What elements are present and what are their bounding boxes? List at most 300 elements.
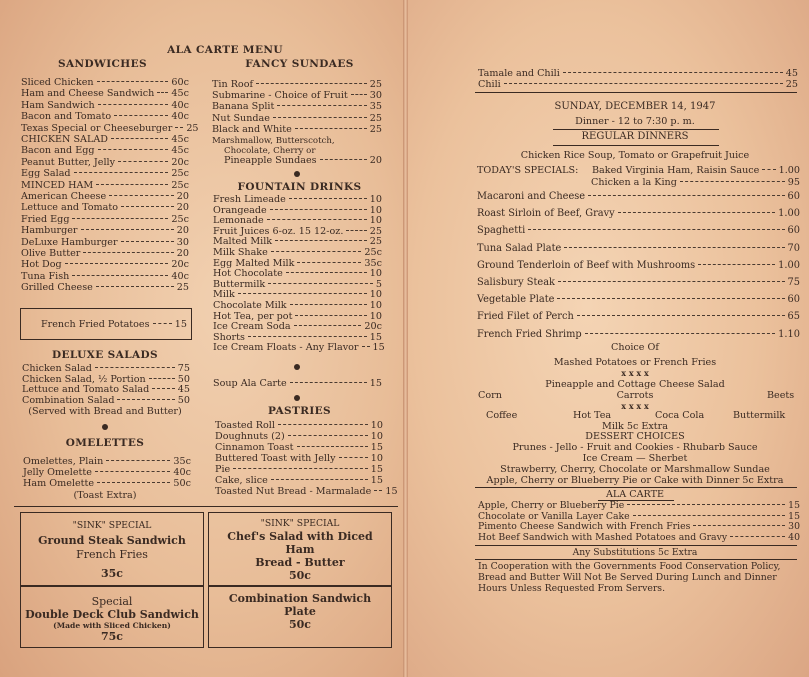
item-name: Ice Cream Floats - Any Flavor — [213, 342, 359, 354]
dot-leader — [585, 333, 775, 334]
item-price: 60 — [787, 191, 800, 202]
special-line-1: Chef's Salad with Diced — [227, 530, 373, 543]
drink-coca-cola: Coca Cola — [655, 410, 705, 421]
menu-item — [21, 145, 189, 156]
item-name: Roast Sirloin of Beef, Gravy — [477, 208, 615, 220]
dot-leader — [233, 468, 368, 469]
dot-leader — [577, 315, 785, 316]
veg-corn: Corn — [478, 390, 502, 401]
menu-item — [213, 289, 382, 300]
item-price: 10 — [369, 289, 382, 301]
item-name: Soup Ala Carte — [213, 378, 287, 389]
special-line-2: (Made with Sliced Chicken) — [53, 621, 171, 630]
menu-item — [23, 456, 191, 467]
menu-item — [213, 215, 382, 226]
separator-xs: x x x x — [621, 368, 649, 378]
salads-note: (Served with Bread and Butter) — [28, 406, 182, 417]
dot-leader — [96, 286, 174, 287]
dot-leader — [118, 161, 168, 162]
item-name: Orangeade — [213, 204, 267, 216]
item-price: 25c — [364, 247, 382, 258]
dot-leader — [271, 479, 368, 480]
item-name: American Cheese — [21, 191, 107, 202]
notice-line-2: Bread and Butter Will Not Be Served During Lunch and Dinner — [478, 571, 777, 583]
dot-leader — [74, 172, 169, 173]
item-price: 40c — [171, 270, 189, 282]
menu-date: SUNDAY, DECEMBER 14, 1947 — [554, 101, 716, 112]
menu-item — [213, 205, 382, 216]
dot-leader — [153, 323, 172, 324]
menu-item — [213, 321, 382, 332]
item-name: Nut Sundae — [212, 112, 270, 124]
menu-item — [21, 134, 189, 145]
item-name: Hamburger — [21, 225, 78, 237]
dot-leader — [97, 81, 169, 82]
dot-leader — [693, 525, 785, 526]
menu-item — [477, 208, 800, 219]
item-price: 45c — [171, 145, 189, 157]
menu-item — [215, 420, 383, 431]
item-name: Peanut Butter, Jelly — [21, 156, 116, 168]
menu-item — [213, 378, 382, 389]
divider — [475, 545, 797, 546]
menu-item — [41, 319, 187, 330]
item-price: 15 — [385, 486, 398, 497]
menu-item — [477, 191, 800, 202]
menu-item — [477, 243, 800, 254]
item-price: 30 — [788, 521, 800, 533]
menu-item — [478, 532, 800, 543]
dot-leader — [111, 138, 168, 139]
item-name: Chocolate Milk — [213, 300, 287, 311]
menu-item — [212, 101, 382, 112]
item-name: Chicken a la King — [591, 177, 677, 188]
item-name: Ice Cream Soda — [213, 321, 291, 333]
dot-leader — [121, 241, 174, 242]
menu-item — [21, 191, 189, 202]
menu-item — [477, 277, 800, 288]
item-price: 30 — [176, 236, 189, 248]
item-price: 25 — [785, 79, 798, 90]
dot-leader — [633, 515, 785, 516]
menu-item — [212, 113, 382, 124]
dot-leader — [290, 382, 367, 383]
item-price: 40c — [171, 111, 189, 123]
item-price: 25 — [369, 236, 382, 248]
item-price: 25c — [171, 179, 189, 191]
item-name: Ground Tenderloin of Beef with Mushrooms — [477, 259, 696, 271]
item-name: French Fried Potatoes — [41, 319, 150, 330]
dot-leader — [97, 482, 170, 483]
dot-leader — [117, 399, 174, 400]
dot-leader — [72, 218, 168, 219]
item-price: 10 — [369, 204, 382, 216]
item-name: Doughnuts (2) — [215, 431, 285, 442]
item-price: 35 — [369, 101, 382, 113]
item-name: Lettuce and Tomato — [21, 202, 119, 214]
item-name: Chocolate or Vanilla Layer Cake — [478, 510, 630, 522]
item-name: French Fried Shrimp — [477, 328, 582, 340]
dot-leader — [65, 263, 169, 264]
special-label: "SINK" SPECIAL — [260, 518, 340, 529]
item-name: Sliced Chicken — [21, 77, 94, 88]
dot-leader — [248, 336, 367, 337]
menu-item — [213, 279, 382, 290]
dot-leader — [286, 272, 367, 273]
item-name: Egg Salad — [21, 168, 71, 180]
item-name: Pimento Cheese Sandwich with French Fries — [478, 521, 691, 533]
dot-leader — [297, 262, 361, 263]
dot-leader — [81, 229, 174, 230]
item-name: Lemonade — [213, 215, 264, 227]
menu-item — [21, 168, 189, 179]
marshmallow-line-1: Marshmallow, Butterscotch, — [212, 136, 335, 146]
item-price: 45 — [785, 68, 798, 79]
potato-choices: Mashed Potatoes or French Fries — [553, 357, 717, 368]
sink-special-ground-steak — [20, 512, 204, 586]
item-price: 10 — [370, 420, 383, 431]
menu-item — [215, 431, 383, 442]
dot-leader — [277, 105, 366, 106]
item-name: Salisbury Steak — [477, 277, 555, 288]
dot-leader — [72, 275, 168, 276]
menu-item — [21, 77, 189, 88]
item-name: Olive Butter — [21, 248, 81, 259]
item-name: Malted Milk — [213, 236, 273, 248]
menu-item — [215, 486, 398, 497]
item-name: Tin Roof — [212, 79, 254, 90]
dot-leader — [295, 128, 367, 129]
item-price: 40c — [173, 467, 191, 479]
item-name: Hot Tea, per pot — [213, 310, 293, 322]
dot-leader — [152, 388, 175, 389]
item-name: Shorts — [213, 331, 245, 343]
dot-leader — [288, 435, 368, 436]
marshmallow-line-2: Chocolate, Cherry or — [224, 146, 316, 156]
bullet-icon — [102, 424, 108, 430]
item-name: Milk — [213, 289, 235, 301]
special-price: 50c — [288, 569, 311, 582]
dot-leader — [267, 219, 367, 220]
item-price: 15 — [370, 442, 383, 453]
drink-hot-tea: Hot Tea — [573, 410, 612, 421]
item-price: 10 — [370, 431, 383, 442]
menu-item — [477, 225, 800, 236]
dot-leader — [109, 195, 174, 196]
item-price: 50c — [173, 478, 191, 490]
drink-coffee: Coffee — [486, 410, 518, 421]
item-name: DeLuxe Hamburger — [21, 236, 118, 248]
item-price: 1.00 — [778, 208, 800, 220]
item-name: Pie — [215, 464, 231, 475]
menu-item — [23, 478, 191, 489]
item-price: 20 — [176, 191, 189, 202]
item-price: 75 — [177, 363, 190, 374]
item-name: Omelettes, Plain — [23, 456, 104, 467]
item-name: Fresh Limeade — [213, 194, 286, 205]
dot-leader — [271, 251, 362, 252]
item-name: Texas Special or Cheeseburger — [21, 122, 173, 134]
dessert-line-2: Ice Cream — Sherbet — [582, 453, 688, 464]
item-name: Chili — [478, 79, 501, 90]
item-name: Hot Beef Sandwich with Mashed Potatoes and Gravy — [478, 531, 728, 543]
menu-title: ALA CARTE MENU — [167, 44, 283, 56]
dessert-line-1: Prunes - Jello - Fruit and Cookies - Rhubarb Sauce — [512, 442, 758, 453]
menu-item — [591, 177, 800, 188]
item-name: Baked Virginia Ham, Raisin Sauce — [592, 165, 760, 176]
item-name: Fried Filet of Perch — [477, 311, 574, 323]
dot-leader — [528, 229, 784, 230]
menu-item — [21, 180, 189, 191]
dot-leader — [95, 471, 171, 472]
item-name: Tamale and Chili — [478, 68, 560, 79]
item-name: MINCED HAM — [21, 179, 94, 191]
choice-of: Choice Of — [611, 342, 659, 353]
menu-item — [21, 214, 189, 225]
item-name: Milk Shake — [213, 247, 268, 258]
item-price: 30 — [369, 90, 382, 102]
menu-item — [21, 225, 189, 236]
omelettes-note: (Toast Extra) — [73, 490, 137, 501]
bullet-icon — [294, 171, 300, 177]
menu-item — [477, 294, 800, 305]
menu-item — [213, 342, 385, 354]
menu-item — [212, 90, 382, 101]
dessert-line-3: Strawberry, Cherry, Chocolate or Marshmallow Sundae — [500, 464, 770, 475]
item-price: 10 — [369, 310, 382, 322]
dot-leader — [278, 424, 368, 425]
item-name: Grilled Cheese — [21, 282, 93, 294]
menu-item — [21, 88, 189, 99]
item-price: 45 — [177, 384, 190, 396]
dot-leader — [290, 304, 367, 305]
menu-item — [212, 124, 382, 135]
menu-item — [213, 194, 382, 205]
menu-item — [213, 268, 382, 279]
item-name: Hot Dog — [21, 259, 62, 271]
dot-leader — [558, 281, 785, 282]
menu-item — [213, 311, 382, 322]
special-label: Special — [91, 595, 133, 608]
bullet-icon — [294, 395, 300, 401]
fountain-drinks-heading: FOUNTAIN DRINKS — [237, 181, 362, 193]
item-name: Spaghetti — [477, 225, 526, 237]
item-price: 20 — [176, 248, 189, 259]
divider — [475, 559, 797, 560]
item-price: 25 — [369, 112, 382, 124]
french-fries-box — [20, 308, 192, 340]
menu-item — [21, 157, 189, 168]
item-price: 10 — [369, 215, 382, 227]
pastries-heading: PASTRIES — [267, 405, 332, 417]
menu-item — [21, 259, 189, 270]
divider — [553, 129, 719, 130]
item-price: 25 — [369, 225, 382, 237]
item-price: 25c — [171, 213, 189, 225]
menu-item — [22, 384, 190, 395]
item-price: 20 — [369, 155, 382, 166]
item-name: Banana Split — [212, 101, 275, 113]
item-price: 15 — [788, 500, 800, 511]
page-fold — [403, 0, 408, 677]
item-name: Submarine - Choice of Fruit — [212, 90, 348, 102]
soup-choices: Chicken Rice Soup, Tomato or Grapefruit Juice — [520, 150, 750, 161]
dot-leader — [96, 184, 168, 185]
dot-leader — [698, 264, 775, 265]
item-price: 20c — [171, 259, 189, 271]
milk-extra: Milk 5c Extra — [602, 421, 668, 432]
item-price: 35c — [173, 456, 191, 467]
dot-leader — [121, 206, 174, 207]
item-name: Hot Chocolate — [213, 268, 283, 280]
item-name: Buttered Toast with Jelly — [215, 453, 336, 464]
divider — [475, 92, 797, 93]
item-name: Combination Salad — [22, 394, 115, 406]
item-price: 10 — [369, 194, 382, 205]
menu-item — [21, 282, 189, 293]
menu-item — [478, 521, 800, 532]
item-price: 10 — [369, 300, 382, 311]
veg-carrots: Carrots — [616, 390, 654, 401]
dot-leader — [98, 149, 169, 150]
menu-item — [213, 332, 382, 343]
item-price: 75 — [787, 277, 800, 288]
dot-leader — [504, 83, 783, 84]
dot-leader — [294, 325, 362, 326]
dot-leader — [268, 283, 373, 284]
item-name: Toasted Roll — [215, 420, 275, 431]
item-price: 10 — [370, 453, 383, 464]
menu-item — [478, 511, 800, 522]
special-price: 50c — [288, 618, 311, 631]
divider — [475, 487, 797, 488]
dot-leader — [346, 230, 366, 231]
item-price: 65 — [787, 311, 800, 323]
menu-item — [477, 329, 800, 340]
item-price: 15 — [370, 475, 383, 486]
menu-item — [23, 467, 191, 478]
item-price: 1.10 — [778, 328, 800, 340]
todays-specials-label: TODAY'S SPECIALS: — [477, 165, 579, 176]
item-price: 45c — [171, 134, 189, 145]
item-price: 40 — [788, 531, 800, 543]
dot-leader — [297, 446, 368, 447]
item-price: 45c — [171, 88, 189, 100]
item-name: Tuna Fish — [21, 270, 70, 282]
item-price: 35c — [364, 257, 382, 269]
dessert-heading: DESSERT CHOICES — [585, 431, 685, 442]
menu-item — [213, 236, 382, 247]
menu-item — [592, 165, 800, 176]
dot-leader — [289, 198, 367, 199]
fancy-sundaes-heading: FANCY SUNDAES — [245, 58, 354, 70]
menu-item — [21, 271, 189, 282]
conservation-notice — [478, 562, 780, 594]
dot-leader — [149, 378, 175, 379]
item-price: 95 — [787, 177, 800, 188]
item-price: 20 — [176, 225, 189, 237]
special-price: 75c — [100, 630, 123, 643]
item-name: Ham Sandwich — [21, 99, 95, 111]
menu-item — [215, 475, 383, 486]
menu-item — [215, 442, 383, 453]
menu-item — [21, 122, 199, 134]
dot-leader — [175, 127, 183, 128]
dot-leader — [256, 83, 367, 84]
item-price: 15 — [174, 319, 187, 330]
item-price: 1.00 — [778, 165, 800, 176]
item-price: 20c — [171, 156, 189, 168]
item-name: Bacon and Egg — [21, 145, 95, 157]
item-price: 60 — [787, 225, 800, 237]
dot-leader — [295, 315, 366, 316]
deluxe-salads-heading: DELUXE SALADS — [51, 349, 159, 361]
item-price: 15 — [369, 331, 382, 343]
item-price: 25 — [369, 123, 382, 135]
menu-item — [21, 237, 189, 248]
dot-leader — [339, 457, 368, 458]
special-line-1: Combination Sandwich — [228, 592, 372, 605]
menu-item — [213, 226, 382, 237]
right-menu-page — [405, 0, 809, 677]
dot-leader — [618, 212, 776, 213]
menu-item — [213, 247, 382, 258]
notice-line-1: In Cooperation with the Governments Food Conservation Policy, — [478, 561, 781, 572]
dot-leader — [557, 298, 784, 299]
item-price: 25 — [186, 122, 199, 134]
item-name: Black and White — [212, 123, 292, 135]
item-price: 50 — [177, 394, 190, 406]
item-name: Ham Omelette — [23, 478, 95, 490]
dot-leader — [362, 346, 370, 347]
divider — [553, 145, 719, 146]
item-name: Chicken Salad, ½ Portion — [22, 373, 146, 385]
menu-item — [478, 79, 798, 90]
omelettes-heading: OMELETTES — [65, 437, 145, 449]
marshmallow-sundaes — [212, 136, 335, 156]
dot-leader — [762, 169, 775, 170]
sandwiches-heading: SANDWICHES — [58, 58, 147, 70]
dot-leader — [730, 536, 785, 537]
item-name: Egg Malted Milk — [213, 257, 295, 269]
menu-item — [21, 100, 189, 111]
drink-buttermilk: Buttermilk — [733, 410, 786, 421]
item-name: Apple, Cherry or Blueberry Pie — [478, 500, 625, 511]
salad-choice: Pineapple and Cottage Cheese Salad — [545, 379, 725, 390]
special-line-3: Bread - Butter — [255, 556, 345, 569]
item-name: CHICKEN SALAD — [21, 134, 108, 145]
dot-leader — [320, 159, 367, 160]
dot-leader — [95, 367, 175, 368]
special-line-2: Ham — [285, 543, 315, 556]
notice-line-3: Hours Unless Requested From Servers. — [478, 582, 666, 594]
menu-item — [22, 395, 190, 406]
item-name: Fried Egg — [21, 213, 70, 225]
dot-leader — [275, 240, 367, 241]
special-combination-plate — [208, 586, 392, 648]
menu-item — [215, 464, 383, 475]
item-name: Tuna Salad Plate — [477, 242, 562, 254]
dot-leader — [157, 92, 168, 93]
item-name: Bacon and Tomato — [21, 111, 112, 123]
menu-item — [478, 500, 800, 511]
special-line-1: Double Deck Club Sandwich — [25, 608, 199, 621]
menu-item — [478, 68, 798, 79]
special-line-1: Ground Steak Sandwich — [38, 534, 186, 547]
menu-item — [22, 374, 190, 385]
sink-special-chefs-salad — [208, 512, 392, 586]
dot-leader — [114, 115, 168, 116]
